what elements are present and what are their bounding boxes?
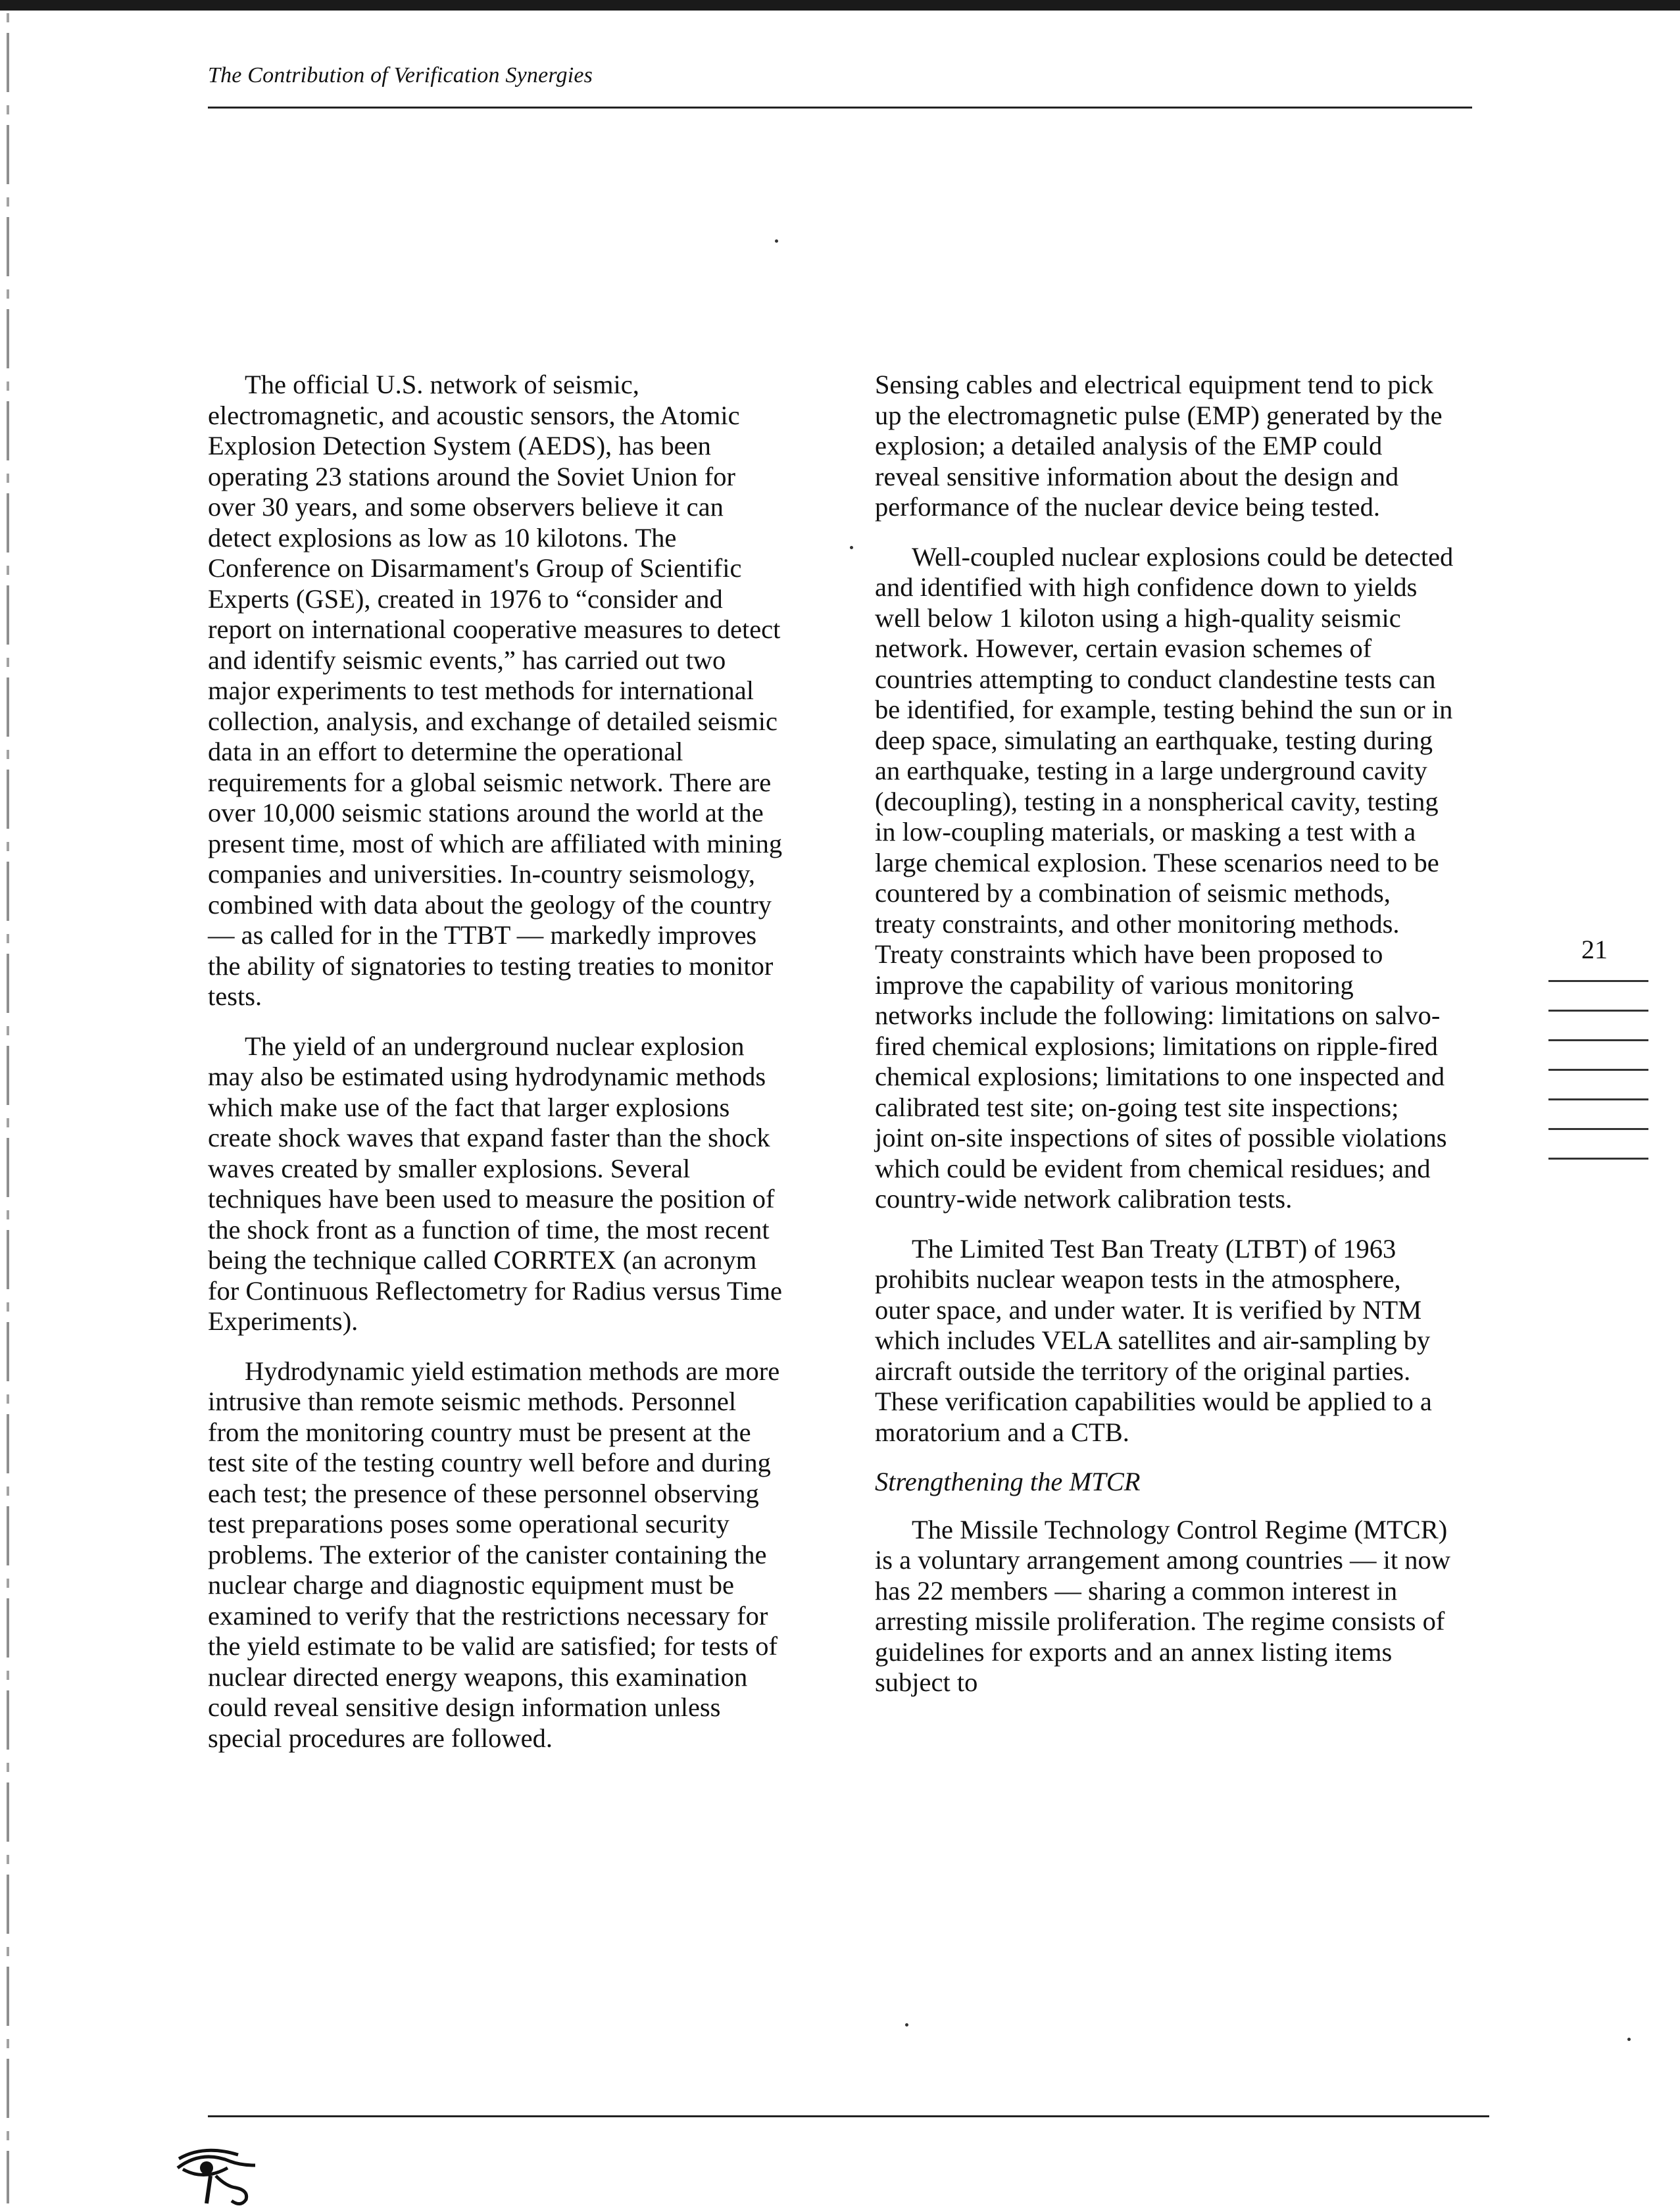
scan-speck <box>850 546 853 549</box>
paragraph: The official U.S. network of seismic, electromagnetic, and acoustic sensors, the Atomic Explosion Detection System (AEDS), has been operating 23 stations around the Soviet Union for over 30 years, and some observers believe it can detect explosions as low as 10 kilotons. The Conference on Disarmament's Group of Scientific Experts (GSE), created in 1976 to “consider and report on international cooperative measures to detect and identify seismic events,” has carried out two major experiments to test methods for international collection, analysis, and exchange of detailed seismic data in an effort to determine the operational requirements for a global seismic network. There are over 10,000 seismic stations around the world at the present time, most of which are affiliated with mining companies and universities. In-country seismology, combined with data about the geology of the country — as called for in the TTBT — markedly improves the ability of signatories to testing treaties to monitor tests. <box>208 370 783 1011</box>
paragraph: Hydrodynamic yield estimation methods are more intrusive than remote seismic methods. Personnel from the monitoring country must be present at the test site of the testing country well before and during each test; the presence of these personnel observing test preparations poses some operational security problems. The exterior of the canister containing the nuclear charge and diagnostic equipment must be examined to verify that the restrictions necessary for the yield estimate to be valid are satisfied; for tests of nuclear directed energy weapons, this examination could reveal sensitive design information unless special procedures are followed. <box>208 1356 780 1753</box>
scan-speck <box>1627 2038 1631 2041</box>
paragraph: The Missile Technology Control Regime (MTCR) is a voluntary arrangement among countries — it now has 22 members — sharing a common interest in arresting missile proliferation. The regime consists of guidelines for exports and an annex listing items subject to <box>875 1514 1451 1697</box>
scan-left-edge <box>7 13 9 2203</box>
left-column <box>208 370 787 1773</box>
scan-top-border <box>0 0 1680 11</box>
section-subheading: Strengthening the MTCR <box>875 1467 1141 1496</box>
margin-rule <box>1548 1158 1648 1160</box>
margin-rule-stack <box>1548 980 1648 1187</box>
margin-rule <box>1548 980 1648 982</box>
margin-rule <box>1548 1098 1648 1100</box>
paragraph-continuation: Sensing cables and electrical equipment tend to pick up the electromagnetic pulse (EMP) generated by the explosion; a detailed analysis of the EMP could reveal sensitive information about the design and performance of the nuclear device being tested. <box>875 370 1443 522</box>
paragraph: The yield of an underground nuclear explosion may also be estimated using hydrodynamic methods which make use of the fact that larger explosions create shock waves that expand faster than the shock waves created by smaller explosions. Several techniques have been used to measure the position of the shock front as a function of time, the most recent being the technique called CORRTEX (an acronym for Continuous Reflectometry for Radius versus Time Experiments). <box>208 1031 782 1336</box>
eye-of-horus-icon <box>172 2146 264 2209</box>
margin-rule <box>1548 1039 1648 1041</box>
paragraph: The Limited Test Ban Treaty (LTBT) of 1963 prohibits nuclear weapon tests in the atmosphere, outer space, and under water. It is verified by NTM which includes VELA satellites and air-sampling by aircraft outside the territory of the original parties. These verification capabilities would be applied to a moratorium and a CTB. <box>875 1233 1432 1447</box>
scan-speck <box>905 2023 908 2027</box>
page-number: 21 <box>1581 935 1608 964</box>
paragraph: Well-coupled nuclear explosions could be detected and identified with high confidence down to yields well below 1 kiloton using a high-quality seismic network. However, certain evasion schemes of countries attempting to conduct clandestine tests can be identified, for example, testing behind the sun or in deep space, simulating an earthquake, testing during an earthquake, testing in a large underground cavity (decoupling), testing in a nonspherical cavity, testing in low-coupling materials, or masking a test with a large chemical explosion. These scenarios need to be countered by a combination of seismic methods, treaty constraints, and other monitoring methods. Treaty constraints which have been proposed to improve the capability of various monitoring networks include the following: limitations on salvo-fired chemical explosions; limitations on ripple-fired chemical explosions; limitations to one inspected and calibrated test site; on-going test site inspections; joint on-site inspections of sites of possible violations which could be evident from chemical residues; and country-wide network calibration tests. <box>875 541 1454 1214</box>
footer-rule <box>208 2115 1489 2117</box>
right-column <box>875 370 1454 1717</box>
margin-rule <box>1548 1069 1648 1071</box>
margin-rule <box>1548 1128 1648 1130</box>
running-head: The Contribution of Verification Synergies <box>208 63 593 87</box>
margin-rule <box>1548 1010 1648 1012</box>
header-rule <box>208 107 1472 109</box>
scan-speck <box>775 239 778 243</box>
